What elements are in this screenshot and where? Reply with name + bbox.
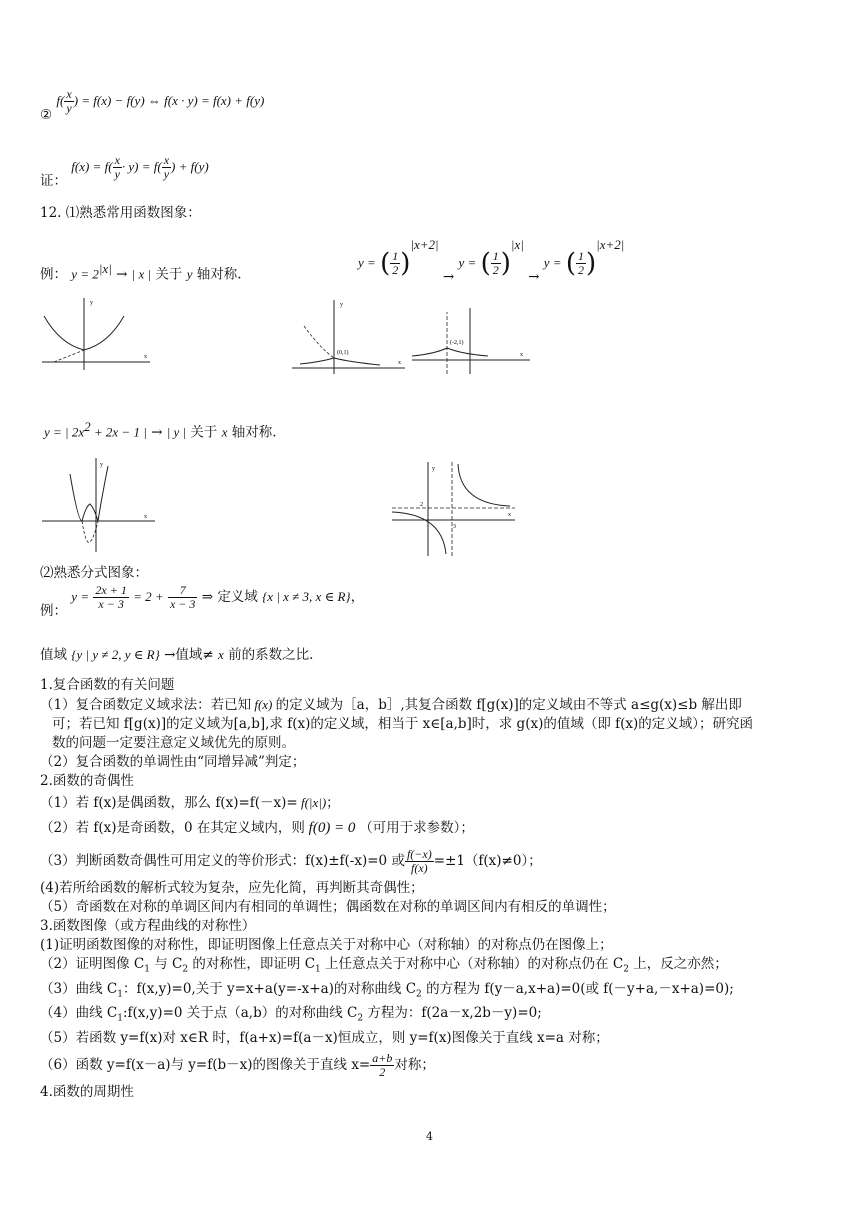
subscript: 1: [315, 964, 321, 975]
section-title: 3.函数图像（或方程曲线的对称性）: [40, 918, 256, 934]
frac-denominator: y: [163, 167, 170, 181]
tick-label: 3: [453, 524, 456, 530]
text: 对称；: [394, 1057, 435, 1074]
subscript: 1: [117, 989, 123, 1000]
formula-part: y =: [358, 255, 376, 270]
exponential-sequence: y = ( $\frac{1}{2}$ )$^{|x+2|}$ → y = ( $\frac{1}{2}$ )$^{|x|}$ → y = ( $\frac{1}{2}$ )$^{|x+2|}$: [358, 237, 625, 285]
frac-denominator: y: [114, 167, 120, 181]
subscript: 1: [144, 964, 150, 975]
example-label: 例：: [40, 266, 67, 283]
proof-label: 证：: [40, 173, 67, 189]
frac-denominator: 2: [379, 1065, 386, 1080]
formula-part: f(0) = 0: [304, 820, 360, 836]
section-title: 4.函数的周期性: [40, 1084, 134, 1101]
text: 上任意点关于对称中心（对称轴）的对称点仍在 C: [320, 956, 624, 972]
frac-denominator: 2: [578, 263, 584, 277]
variable: x: [221, 424, 228, 440]
point-label: (0,1): [337, 350, 349, 356]
arrow: →: [151, 424, 163, 441]
formula-part: f(x): [251, 697, 276, 712]
text: 的对称性，即证明 C: [188, 956, 316, 972]
formula-part: f(x) = f(: [71, 159, 113, 174]
graph-half-pow-abs-x-plus-2: [410, 306, 535, 376]
text: （5）若函数 y=f(x)对 x∈R 时，f(a+x)=f(a－x)恒成立，则 y=f(x)图像关于直线 x=a 对称；: [40, 1030, 609, 1047]
text: （2）复合函数的单调性由“同增异减”判定；: [40, 754, 306, 770]
exponent: 2: [84, 419, 91, 434]
formula-part: · y) = f(: [121, 159, 162, 174]
dashed-curve: [54, 350, 84, 362]
exponent: |x+2|: [596, 237, 625, 252]
curve: [70, 466, 108, 521]
text: 值域≠: [175, 647, 214, 663]
formula-part: y =: [71, 589, 90, 604]
text: （4）曲线 C: [40, 1005, 118, 1022]
y-axis-label: y: [100, 462, 103, 468]
text: 前的系数之比.: [228, 647, 314, 663]
formula-part: ) = f(x) − f(y) ⇔ f(x · y) = f(x) + f(y): [73, 93, 265, 108]
exponent: |x|: [510, 237, 524, 252]
formula-part: f(|x|): [297, 795, 327, 810]
frac-numerator: f(−x): [406, 847, 432, 861]
subscript: 1: [117, 1014, 123, 1025]
frac-numerator: 2x + 1: [95, 583, 127, 597]
formula-rule-2: [40, 87, 265, 123]
text: =±1（f(x)≠0）；: [433, 853, 542, 869]
formula-part: y = | 2x: [44, 424, 85, 440]
text: （3）判断函数奇偶性可用定义的等价形式：f(x)±f(-x)=0 或: [40, 853, 405, 869]
frac-denominator: 2: [492, 263, 499, 277]
text: (4)若所给函数的解析式较为复杂，应先化简，再判断其奇偶性；: [40, 880, 424, 896]
text: （2）若 f(x)是奇函数，0 在其定义域内，则: [40, 820, 305, 836]
fraction-example: [40, 583, 365, 619]
formula-part: | x |: [131, 266, 152, 282]
formula-part: = 2 +: [133, 589, 164, 604]
example-1: [40, 260, 242, 284]
rule-number: ②: [40, 107, 57, 123]
y-axis-label: y: [340, 302, 343, 308]
text: 定义域: [217, 589, 258, 605]
example-label: 例：: [40, 603, 67, 619]
x-axis-label: x: [520, 352, 523, 358]
text: 与 C: [149, 956, 183, 972]
section-12-title: 12. ⑴熟悉常用函数图象：: [40, 205, 201, 221]
text: ，: [350, 589, 365, 605]
text: ；: [326, 795, 340, 811]
frac-numerator: x: [66, 87, 72, 101]
arrow: →: [116, 266, 128, 283]
text: 关于: [190, 424, 218, 441]
range-line: [40, 646, 313, 664]
y-axis-label: y: [432, 466, 435, 472]
formula-part: ) + f(y): [171, 159, 209, 174]
subscript: 2: [357, 1014, 364, 1025]
text: （可用于求参数）；: [359, 820, 474, 836]
curve: [412, 348, 488, 356]
text: 上，反之亦然；: [628, 956, 728, 972]
frac-denominator: x − 3: [98, 597, 124, 611]
formula-part: | y |: [166, 424, 187, 440]
curve-right: [458, 464, 510, 506]
subscript: 2: [182, 964, 189, 975]
variable: x: [218, 647, 224, 662]
arrow: →: [164, 647, 176, 663]
text: (1)证明函数图像的对称性，即证明图像上任意点关于对称中心（对称轴）的对称点仍在图像上；: [40, 937, 613, 953]
frac-numerator: x: [114, 153, 120, 167]
frac-numerator: 1: [578, 249, 584, 263]
tick-label: 2: [420, 502, 423, 508]
section-1: [40, 676, 820, 1102]
page-number: 4: [426, 1130, 433, 1143]
text: （1）复合函数定义域求法：若已知: [40, 697, 252, 713]
subscript: 2: [416, 989, 422, 1000]
text: :f(x,y)=0 关于点（a,b）的对称曲线 C: [122, 1005, 358, 1022]
formula-part: y =: [543, 255, 562, 270]
frac-numerator: 1: [392, 249, 399, 263]
text: 可；若已知 f[g(x)]的定义域为[a,b],求 f(x)的定义域，相当于 x∈[a,b]时，求 g(x)的值域（即 f(x)的定义域）；研究函: [52, 716, 754, 732]
formula-part: y = 2: [71, 266, 99, 282]
section-title: 1.复合函数的有关问题: [40, 677, 175, 693]
text: （3）曲线 C: [40, 980, 118, 997]
arrow: →: [442, 269, 455, 285]
fraction-title: ⑵熟悉分式图象：: [40, 565, 148, 581]
graph-two-pow-abs-x: [40, 294, 155, 374]
graph-half-pow-abs-x: [290, 296, 410, 376]
graph-abs-quadratic: [40, 456, 160, 556]
dashed-curve: [304, 326, 334, 358]
x-axis-label: x: [144, 514, 147, 520]
text: 的方程为 f(y－a,x+a)=0(或 f(－y+a,－x+a)=0);: [421, 980, 734, 997]
text: （6）函数 y=f(x－a)与 y=f(b－x)的图像关于直线 x=: [40, 1057, 371, 1074]
curve: [300, 358, 380, 365]
frac-numerator: a+b: [372, 1051, 393, 1066]
text: （1）若 f(x)是偶函数，那么 f(x)=f(－x)=: [40, 795, 298, 811]
point-label: (-2,1): [450, 340, 464, 346]
x-axis-label: x: [144, 354, 147, 360]
frac-numerator: x: [163, 153, 170, 167]
formula-part: f(: [56, 93, 65, 108]
x-axis-label: x: [398, 360, 401, 366]
y-axis-label: y: [90, 300, 93, 306]
x-axis-label: x: [508, 512, 511, 518]
example-2: [44, 418, 277, 442]
text: 的定义域为［a，b］,其复合函数 f[g(x)]的定义域由不等式 a≤g(x)≤b 解出即: [275, 697, 742, 713]
frac-denominator: 2: [392, 263, 399, 277]
text: 轴对称.: [231, 424, 277, 441]
text: 值域: [40, 647, 67, 663]
variable: y: [186, 266, 193, 282]
proof-line: [40, 153, 209, 189]
text: （5）奇函数在对称的单调区间内有相同的单调性；偶函数在对称的单调区间内有相反的单调性；: [40, 899, 616, 915]
exponent: |x|: [98, 261, 112, 276]
domain-set: {x | x ≠ 3, x ∈ R}: [262, 589, 351, 604]
graph-hyperbola: [390, 460, 520, 560]
exponent: |x+2|: [410, 237, 439, 252]
range-set: {y | y ≠ 2, y ∈ R}: [71, 647, 160, 662]
subscript: 2: [623, 964, 629, 975]
text: 数的问题一定要注意定义域优先的原则。: [52, 735, 295, 751]
arrow: →: [528, 269, 540, 285]
formula-part: y =: [458, 255, 477, 270]
frac-denominator: f(x): [411, 861, 428, 875]
frac-numerator: 1: [492, 249, 499, 263]
frac-numerator: 7: [168, 584, 197, 598]
formula-part: + 2x − 1 |: [90, 424, 147, 440]
frac-denominator: x − 3: [169, 597, 196, 611]
text: ：f(x,y)=0,关于 y=x+a(y=-x+a)的对称曲线 C: [122, 980, 417, 997]
text: （2）证明图像 C: [40, 956, 145, 972]
frac-denominator: y: [66, 101, 72, 115]
section-title: 2.函数的奇偶性: [40, 773, 134, 789]
text: 轴对称.: [196, 266, 242, 283]
text: 方程为：f(2a－x,2b－y)=0;: [363, 1005, 542, 1022]
text: 关于: [155, 266, 183, 283]
implies: ⇒: [201, 589, 214, 605]
curve-left: [392, 512, 446, 554]
